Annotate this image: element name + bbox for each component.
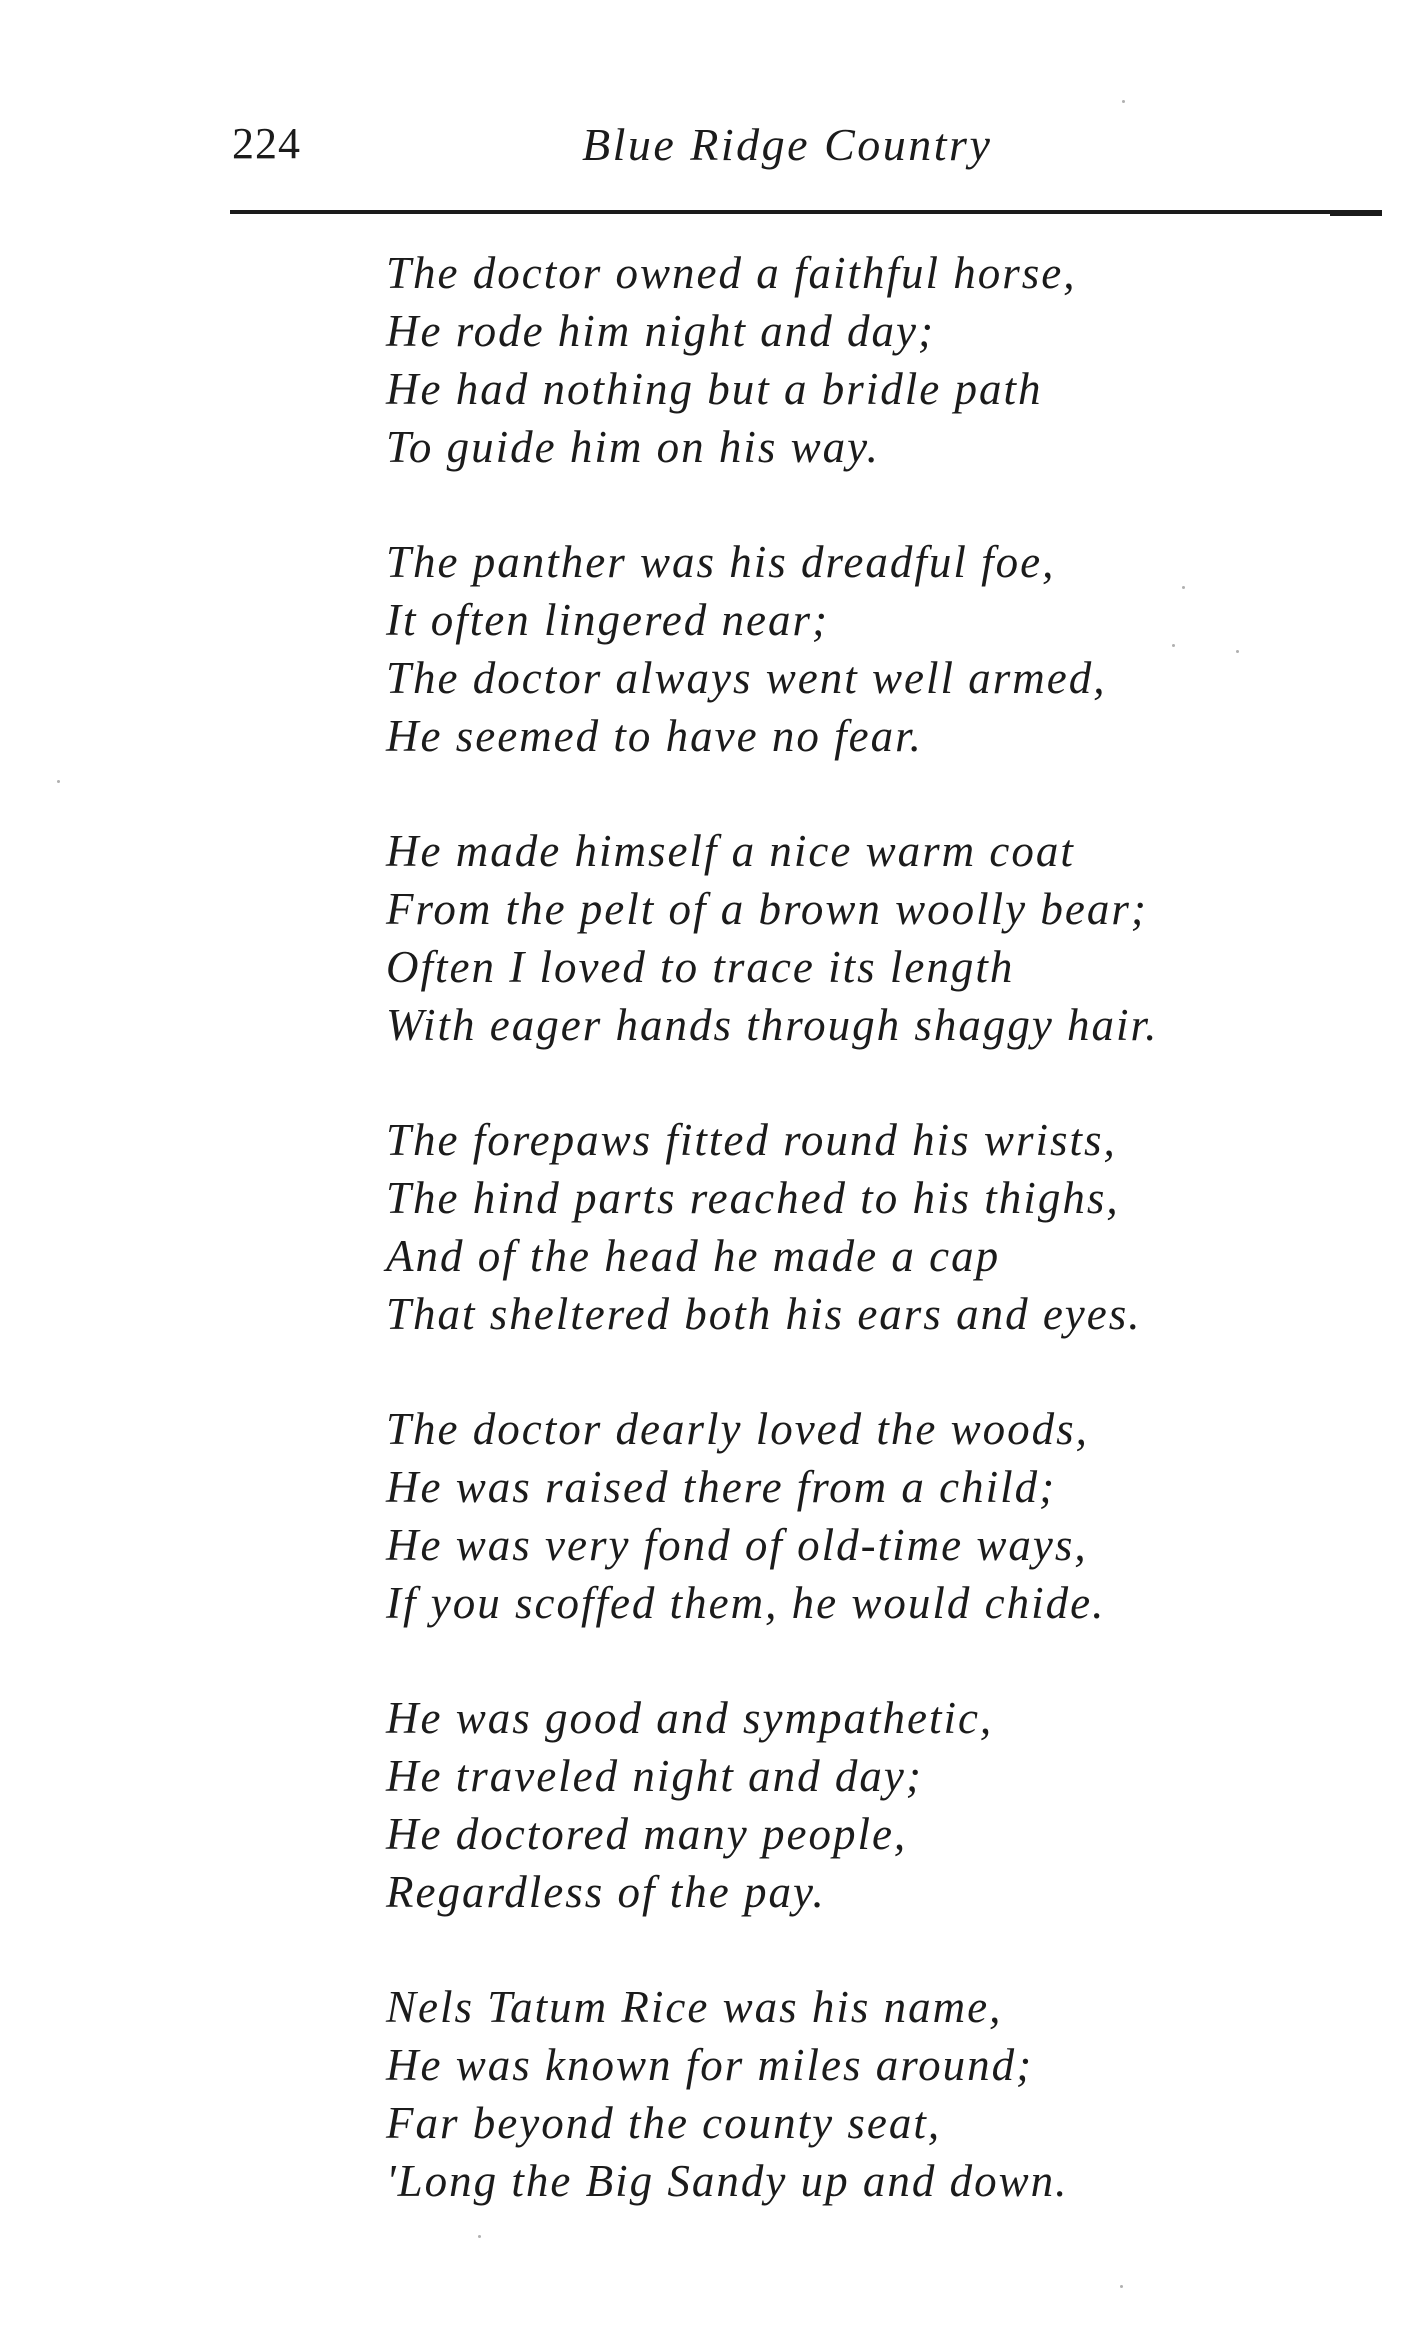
scan-speck [1122, 100, 1125, 103]
poem-line: To guide him on his way. [386, 422, 880, 472]
poem-line: He was good and sympathetic, [386, 1693, 994, 1743]
poem-line: He seemed to have no fear. [386, 711, 923, 761]
poem-line: If you scoffed them, he would chide. [386, 1578, 1106, 1628]
poem-line: The hind parts reached to his thighs, [386, 1173, 1120, 1223]
scan-speck [57, 780, 60, 783]
poem [386, 244, 1286, 2267]
running-title: Blue Ridge Country [582, 119, 993, 170]
poem-line: It often lingered near; [386, 595, 829, 645]
header-rule-end [1330, 210, 1382, 216]
stanza [386, 1978, 1286, 2210]
running-head [232, 119, 1032, 192]
poem-line: The doctor always went well armed, [386, 653, 1107, 703]
poem-line: Far beyond the county seat, [386, 2098, 942, 2148]
stanza [386, 533, 1286, 765]
poem-line: He had nothing but a bridle path [386, 364, 1043, 414]
poem-line: He was known for miles around; [386, 2040, 1034, 2090]
stanza [386, 822, 1286, 1054]
stanza [386, 1400, 1286, 1632]
poem-line: He was very fond of old-time ways, [386, 1520, 1088, 1570]
poem-line: That sheltered both his ears and eyes. [386, 1289, 1142, 1339]
poem-line: He traveled night and day; [386, 1751, 923, 1801]
poem-line: Nels Tatum Rice was his name, [386, 1982, 1003, 2032]
scan-speck [1182, 586, 1185, 589]
page-number: 224 [232, 119, 301, 168]
poem-line: And of the head he made a cap [386, 1231, 1001, 1281]
poem-line: From the pelt of a brown woolly bear; [386, 884, 1148, 934]
poem-line: Regardless of the pay. [386, 1867, 826, 1917]
poem-line: The doctor dearly loved the woods, [386, 1404, 1089, 1454]
poem-line: He doctored many people, [386, 1809, 908, 1859]
stanza [386, 1689, 1286, 1921]
poem-line: He made himself a nice warm coat [386, 826, 1075, 876]
scan-speck [1120, 2285, 1123, 2288]
scan-speck [478, 2235, 481, 2238]
poem-line: He was raised there from a child; [386, 1462, 1057, 1512]
poem-line: The forepaws fitted round his wrists, [386, 1115, 1117, 1165]
header-rule [230, 210, 1380, 214]
stanza [386, 1111, 1286, 1343]
stanza [386, 244, 1286, 476]
poem-line: The doctor owned a faithful horse, [386, 248, 1077, 298]
poem-line: The panther was his dreadful foe, [386, 537, 1056, 587]
poem-line: Often I loved to trace its length [386, 942, 1015, 992]
poem-line: With eager hands through shaggy hair. [386, 1000, 1159, 1050]
poem-line: 'Long the Big Sandy up and down. [386, 2156, 1069, 2206]
scan-speck [1172, 644, 1175, 647]
scan-speck [1236, 650, 1239, 653]
poem-line: He rode him night and day; [386, 306, 935, 356]
